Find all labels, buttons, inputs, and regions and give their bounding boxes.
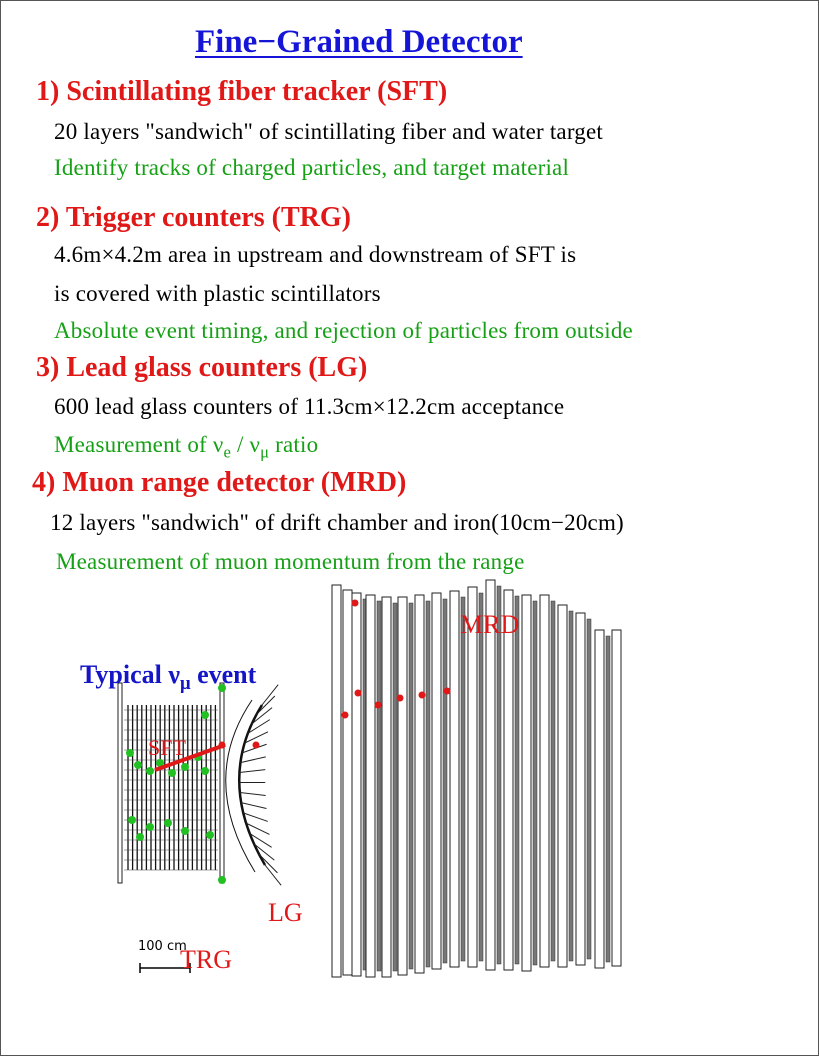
mrd-plate bbox=[468, 587, 477, 967]
track-hit bbox=[419, 692, 426, 699]
mrd-chamber bbox=[377, 601, 381, 971]
section-4-description: 12 layers "sandwich" of drift chamber and iron(10cm−20cm) bbox=[50, 510, 624, 535]
sft-hit bbox=[146, 767, 154, 775]
section-4-heading: 4) Muon range detector (MRD) bbox=[32, 467, 407, 498]
section-4-purpose: Measurement of muon momentum from the range bbox=[56, 549, 525, 574]
section-2-heading: 2) Trigger counters (TRG) bbox=[36, 202, 351, 233]
mrd-plate bbox=[398, 597, 407, 975]
section-2-purpose: Absolute event timing, and rejection of particles from outside bbox=[54, 318, 633, 343]
mrd-plate bbox=[332, 585, 341, 977]
nu-e-symbol: ν bbox=[212, 432, 224, 457]
mrd-chamber bbox=[533, 601, 537, 965]
nu-symbol: ν bbox=[168, 660, 180, 689]
lg-counter-tick bbox=[243, 813, 268, 822]
subscript-e: e bbox=[223, 442, 231, 462]
lg-counter-tick bbox=[259, 854, 277, 872]
track-hit bbox=[375, 702, 382, 709]
slash: / bbox=[231, 432, 250, 457]
lg-counter-tick bbox=[239, 770, 265, 773]
mrd-plate bbox=[595, 630, 604, 968]
scale-bar-label: 100 cm bbox=[138, 939, 187, 954]
mrd-plate bbox=[576, 613, 585, 965]
purpose-suffix: ratio bbox=[269, 432, 319, 457]
section-1-heading: 1) Scintillating fiber tracker (SFT) bbox=[36, 76, 448, 107]
section-3-heading: 3) Lead glass counters (LG) bbox=[36, 352, 368, 383]
sft-tracker-display bbox=[124, 705, 218, 870]
mrd-plate bbox=[504, 590, 513, 970]
sft-hit bbox=[206, 831, 214, 839]
lg-counter-tick bbox=[262, 685, 278, 705]
detector-event-display bbox=[0, 575, 819, 1056]
lead-glass-arc bbox=[226, 685, 281, 886]
section-3-purpose bbox=[54, 432, 318, 463]
track-hit bbox=[253, 742, 260, 749]
trg-downstream-plane bbox=[220, 683, 224, 883]
sft-label: SFT bbox=[148, 735, 186, 760]
subscript-mu: μ bbox=[179, 673, 191, 695]
sft-hit bbox=[201, 767, 209, 775]
mrd-plate bbox=[522, 595, 531, 971]
trg-label: TRG bbox=[180, 945, 232, 974]
lg-label: LG bbox=[268, 898, 303, 927]
track-hit bbox=[219, 742, 226, 749]
mrd-chamber bbox=[479, 593, 483, 961]
section-1-description: 20 layers "sandwich" of scintillating fiber and water target bbox=[54, 119, 603, 144]
mrd-chamber bbox=[409, 603, 413, 969]
mrd-label: MRD bbox=[460, 610, 520, 639]
mrd-plate bbox=[612, 630, 621, 966]
mrd-chamber bbox=[515, 596, 519, 964]
mrd-plate bbox=[366, 595, 375, 977]
mrd-chamber bbox=[461, 597, 465, 961]
mrd-chamber bbox=[497, 586, 501, 964]
purpose-prefix: Measurement of bbox=[54, 432, 213, 457]
track-hit bbox=[342, 712, 349, 719]
typical-suffix: event bbox=[190, 660, 257, 689]
mrd-plate bbox=[432, 593, 441, 969]
page-title: Fine−Grained Detector bbox=[195, 24, 523, 60]
mrd-plate bbox=[352, 593, 361, 976]
lg-counter-tick bbox=[257, 696, 275, 714]
mrd-chamber bbox=[569, 611, 573, 961]
sft-hit bbox=[181, 827, 189, 835]
track-hit bbox=[397, 695, 404, 702]
section-3-description: 600 lead glass counters of 11.3cm×12.2cm acceptance bbox=[54, 394, 565, 419]
typical-prefix: Typical bbox=[80, 660, 169, 689]
sft-hit bbox=[146, 823, 154, 831]
sft-hit bbox=[218, 876, 226, 884]
mrd-plate bbox=[415, 595, 424, 973]
mrd-plate bbox=[558, 605, 567, 967]
mrd-chamber bbox=[587, 619, 591, 959]
section-2-description-line-2: is covered with plastic scintillators bbox=[54, 281, 381, 306]
track-hit bbox=[355, 690, 362, 697]
sft-hit bbox=[126, 749, 134, 757]
sft-hit bbox=[201, 711, 209, 719]
typical-event-label bbox=[80, 660, 256, 695]
sft-hit bbox=[128, 816, 136, 824]
trg-upstream-plane bbox=[118, 683, 122, 883]
mrd-chamber bbox=[551, 601, 555, 961]
lg-counter-tick bbox=[241, 803, 266, 809]
sft-hit bbox=[164, 819, 172, 827]
lg-counter-tick bbox=[240, 793, 266, 796]
sft-hit bbox=[134, 761, 142, 769]
mrd-plate bbox=[343, 590, 352, 975]
mrd-chamber bbox=[393, 603, 397, 971]
mrd-plate bbox=[382, 597, 391, 977]
sft-hit bbox=[136, 833, 144, 841]
subscript-mu: μ bbox=[260, 442, 270, 462]
mrd-chamber bbox=[443, 599, 447, 963]
track-hit bbox=[444, 688, 451, 695]
lg-counter-tick bbox=[240, 757, 265, 763]
mrd-plate bbox=[540, 595, 549, 967]
nu-mu-symbol: ν bbox=[249, 432, 261, 457]
section-1-purpose: Identify tracks of charged particles, and target material bbox=[54, 155, 570, 180]
mrd-chamber bbox=[606, 636, 610, 962]
track-hit bbox=[352, 600, 359, 607]
mrd-plate bbox=[450, 591, 459, 967]
section-2-description-line-1: 4.6m×4.2m area in upstream and downstream of SFT is bbox=[54, 242, 577, 267]
sft-hit bbox=[168, 769, 176, 777]
mrd-chamber bbox=[426, 601, 430, 967]
sft-hit bbox=[181, 763, 189, 771]
